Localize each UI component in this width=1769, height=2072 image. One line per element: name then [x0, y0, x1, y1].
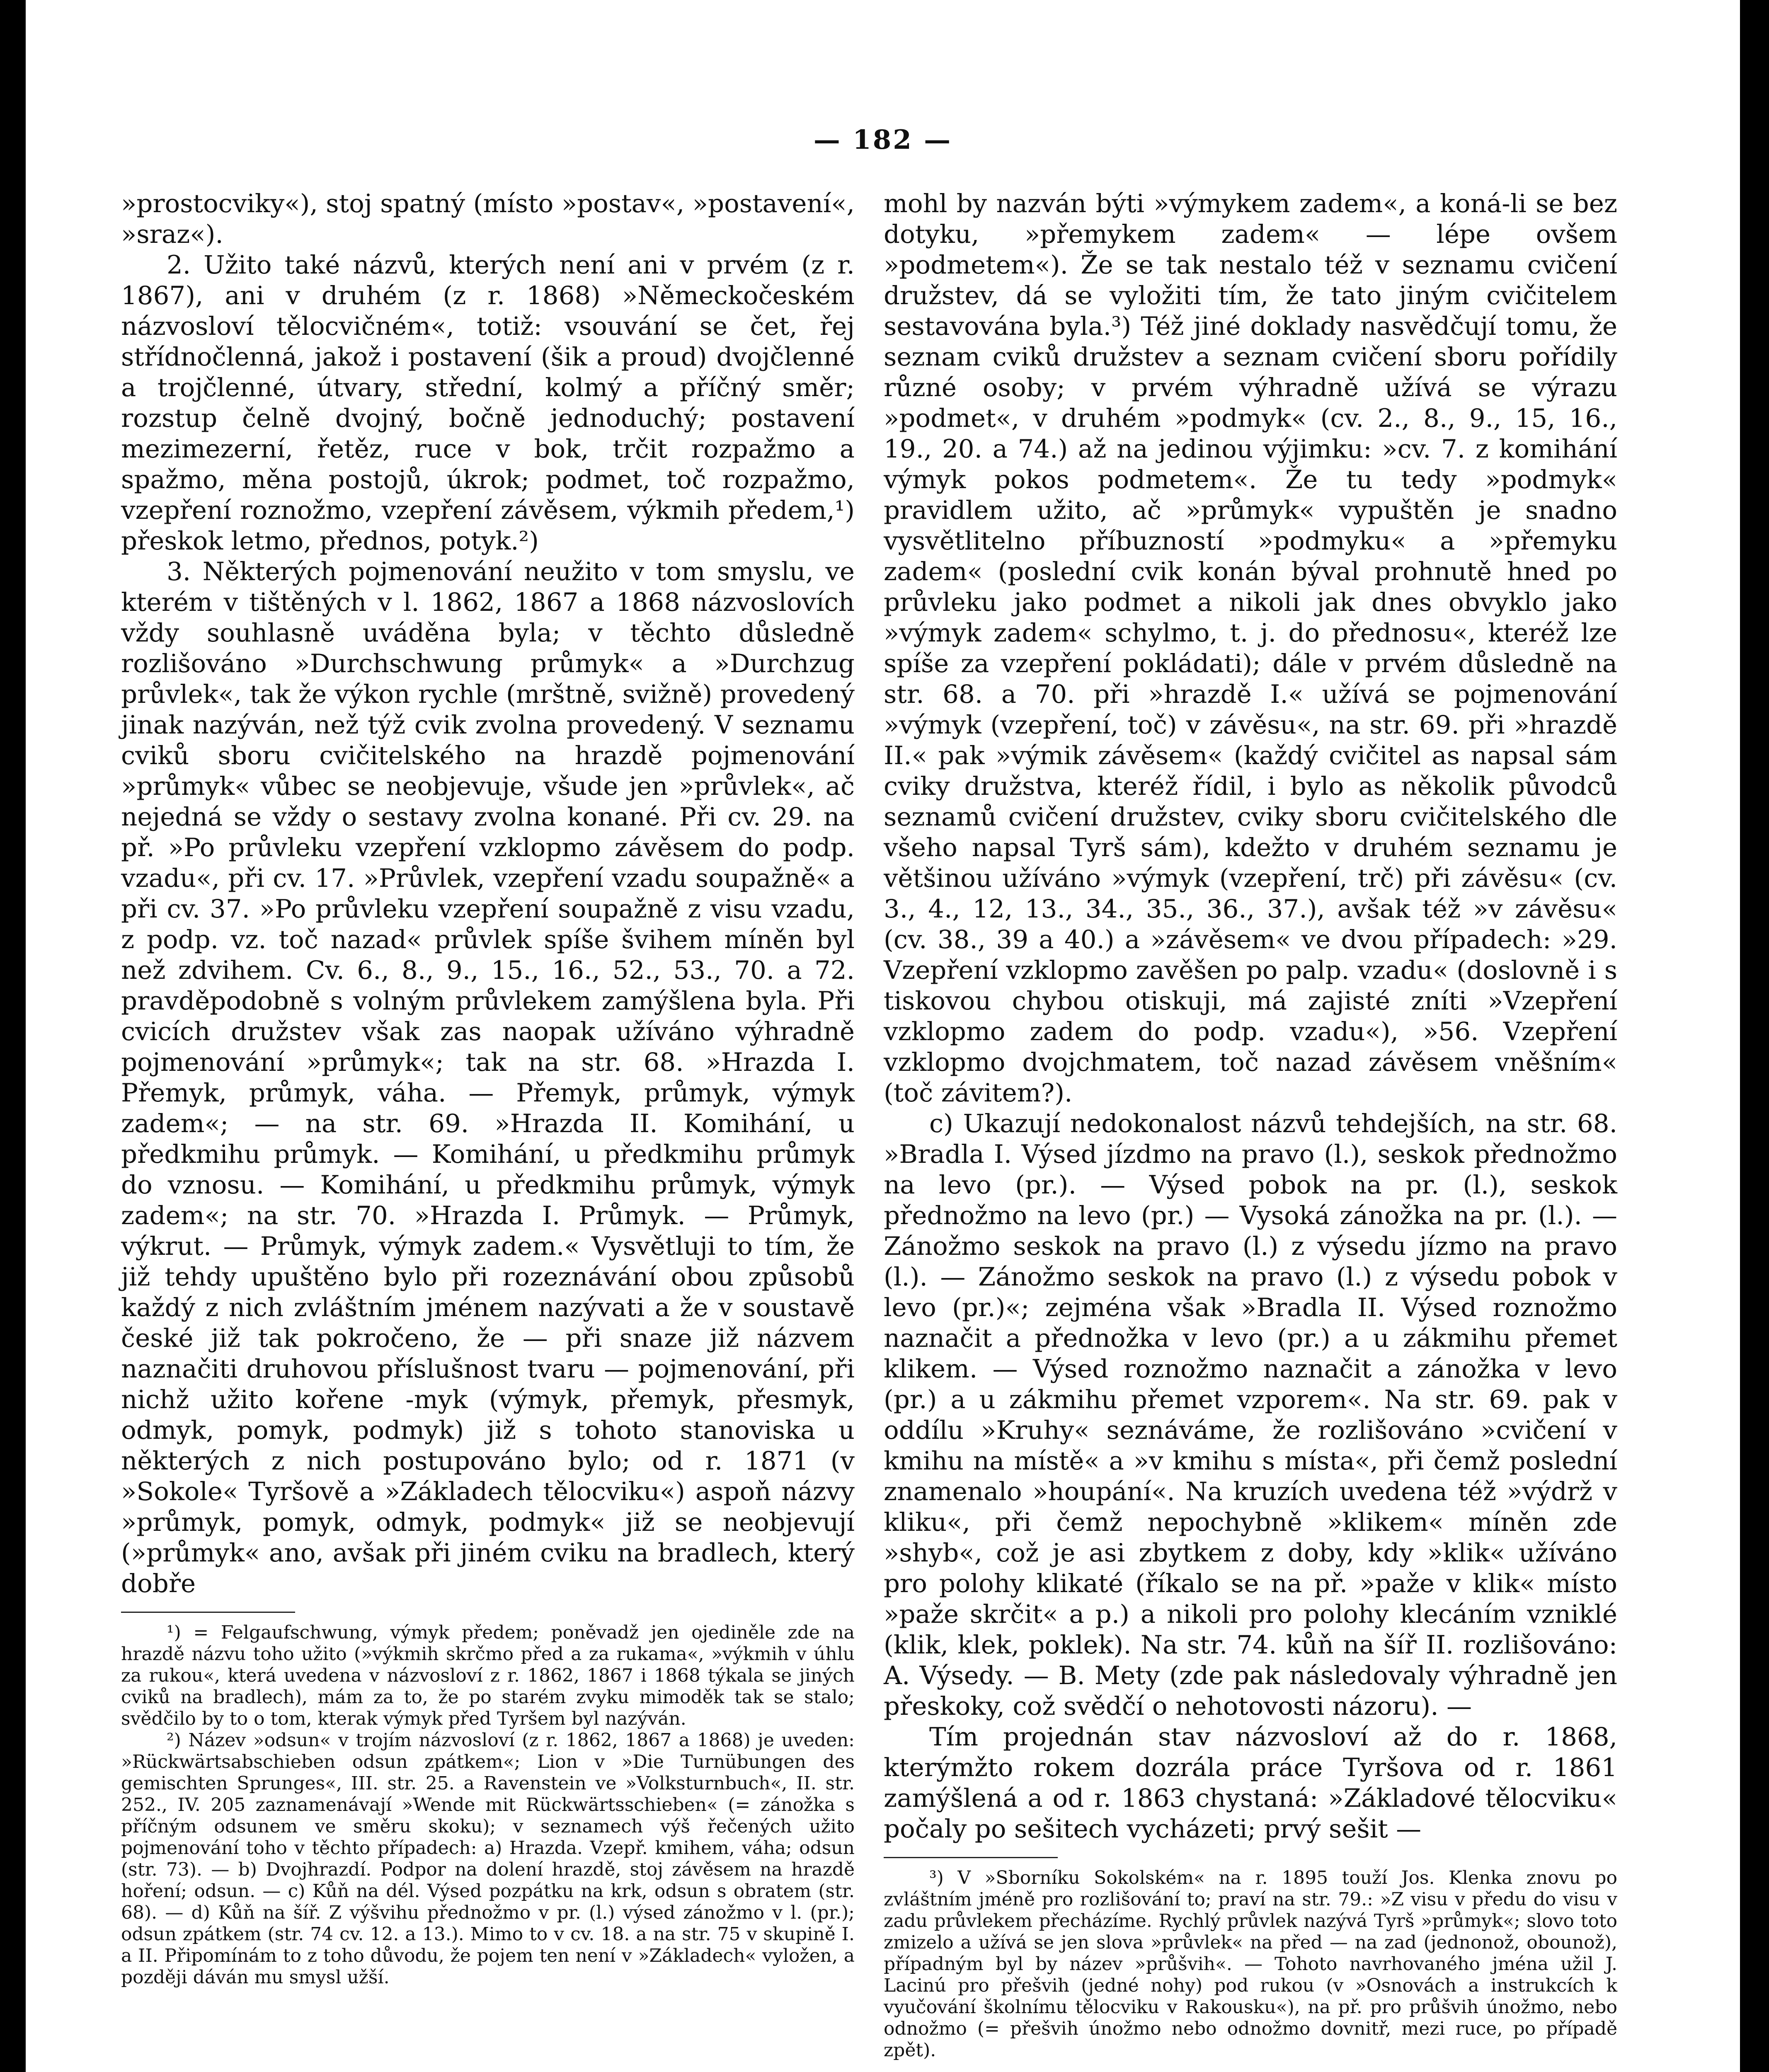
scan-border-right: [1740, 0, 1769, 2072]
paragraph: 2. Užito také názvů, kterých není ani v prvém (z r. 1867), ani v druhém (z r. 1868) »Německočeském názvosloví tělocvičném«, totiž: vsouvání se čet, řej střídnočlenná, jakož i postavení (šik a proud) dvojčlenné a trojčlenné, útvary, střední, kolmý a příčný směr; rozstup čelně dvojný, bočně jednoduchý; postavení mezimezerní, řetěz, ruce v bok, trčit rozpažmo a spažmo, měna postojů, úkrok; podmet, toč rozpažmo, vzepření roznožmo, vzepření závěsem, výkmih předem,¹) přeskok letmo, přednos, potyk.²): [121, 250, 855, 556]
page-number: — 182 —: [813, 124, 952, 155]
footnote-divider: [884, 1857, 1058, 1858]
right-column: [884, 189, 1617, 2061]
footnote-divider: [121, 1612, 295, 1613]
paragraph: c) Ukazují nedokonalost názvů tehdejších, na str. 68. »Bradla I. Výsed jízdmo na pravo (l.), seskok přednožmo na levo (pr.). — Výsed pobok na pr. (l.), seskok přednožmo na levo (pr.) — Vysoká zánožka na pr. (l.). — Zánožmo seskok na pravo (l.) z výsedu jízmo na pravo (l.). — Zánožmo seskok na pravo (l.) z výsedu pobok v levo (pr.)«; zejména však »Bradla II. Výsed roznožmo naznačit a přednožka v levo (pr.) a u zákmihu přemet klikem. — Výsed roznožmo naznačit a zánožka v levo (pr.) a u zákmihu přemet vzporem«. Na str. 69. pak v oddílu »Kruhy« seznáváme, že rozlišováno »cvičení v kmihu na místě« a »v kmihu s místa«, při čemž poslední znamenalo »houpání«. Na kruzích uvedena též »výdrž v kliku«, při čemž nepochybně »klikem« míněn zde »shyb«, což je asi zbytkem z doby, kdy »klik« užíváno pro polohy klikaté (říkalo se na př. »paže v klik« místo »paže skrčit« a p.) a nikoli pro polohy klecáním vzniklé (klik, klek, poklek). Na str. 74. kůň na šíř II. rozlišováno: A. Výsedy. — B. Mety (zde pak následovaly výhradně jen přeskoky, což svědčí o nehotovosti názoru). —: [884, 1109, 1617, 1721]
paragraph: »prostocviky«), stoj spatný (místo »postav«, »postavení«, »sraz«).: [121, 189, 855, 249]
footnote: ¹) = Felgaufschwung, výmyk předem; poněvadž jen ojediněle zde na hrazdě názvu toho užito (»výkmih skrčmo před a za rukama«, »výkmih v úhlu za rukou«, která uvedena v názvosloví z r. 1862, 1867 i 1868 týkala se jiných cviků na bradlech), mám za to, že po starém zvyku mimoděk tak se stalo; svědčilo by to o tom, kterak výmyk před Tyršem byl nazýván.: [121, 1622, 855, 1729]
paragraph: 3. Některých pojmenování neužito v tom smyslu, ve kterém v tištěných v l. 1862, 1867 a 1868 názvoslovích vždy souhlasně uváděna byla; v těchto důsledně rozlišováno »Durchschwung průmyk« a »Durchzug průvlek«, tak že výkon rychle (mrštně, svižně) provedený jinak nazýván, než týž cvik zvolna provedený. V seznamu cviků sboru cvičitelského na hrazdě pojmenování »průmyk« vůbec se neobjevuje, všude jen »průvlek«, ač nejedná se vždy o sestavy zvolna konané. Při cv. 29. na př. »Po průvleku vzepření vzklopmo závěsem do podp. vzadu«, při cv. 17. »Průvlek, vzepření vzadu soupažně« a při cv. 37. »Po průvleku vzepření soupažně z visu vzadu, z podp. vz. toč nazad« průvlek spíše švihem míněn byl než zdvihem. Cv. 6., 8., 9., 15., 16., 52., 53., 70. a 72. pravděpodobně s volným průvlekem zamýšlena byla. Při cvicích družstev však zas naopak užíváno výhradně pojmenování »průmyk«; tak na str. 68. »Hrazda I. Přemyk, průmyk, váha. — Přemyk, průmyk, výmyk zadem«; — na str. 69. »Hrazda II. Komihání, u předkmihu průmyk. — Komihání, u předkmihu průmyk do vznosu. — Komihání, u předkmihu průmyk, výmyk zadem«; na str. 70. »Hrazda I. Průmyk. — Průmyk, výkrut. — Průmyk, výmyk zadem.« Vysvětluji to tím, že již tehdy upuštěno bylo při rozeznávání obou způsobů každý z nich zvláštním jménem nazývati a že v soustavě české již tak pokročeno, že — při snaze již názvem naznačiti druhovou příslušnost tvaru — pojmenování, při nichž užito kořene -myk (výmyk, přemyk, přesmyk, odmyk, pomyk, podmyk) již s tohoto stanoviska u některých z nich postupováno bylo; od r. 1871 (v »Sokole« Tyršově a »Základech tělocviku«) aspoň názvy »průmyk, pomyk, odmyk, podmyk« již se neobjevují (»průmyk« ano, avšak při jiném cviku na bradlech, který dobře: [121, 557, 855, 1598]
footnote: ²) Název »odsun« v trojím názvosloví (z r. 1862, 1867 a 1868) je uveden: »Rückwärtsabschieben odsun zpátkem«; Lion v »Die Turnübungen des gemischten Sprunges«, III. str. 25. a Ravenstein ve »Volksturnbuch«, II. str. 252., IV. 205 zaznamenávají »Wende mit Rückwärtsschieben« (= zánožka s příčným odsunem ve směru skoku); v seznamech výš řečených užito pojmenování toho v těchto případech: a) Hrazda. Vzepř. kmihem, váha; odsun (str. 73). — b) Dvojhrazdí. Podpor na dolení hrazdě, stoj závěsem na hrazdě hoření; odsun. — c) Kůň na dél. Výsed pozpátku na krk, odsun s obratem (str. 68). — d) Kůň na šíř. Z výšvihu přednožmo v pr. (l.) výsed zánožmo v l. (pr.); odsun zpátkem (str. 74 cv. 12. a 13.). Mimo to v cv. 18. a na str. 75 v skupině I. a II. Připomínám to z toho důvodu, že pojem ten není v »Základech« vyložen, a později dáván mu smysl užší.: [121, 1730, 855, 1988]
book-page: [26, 0, 1740, 2072]
paragraph: mohl by nazván býti »výmykem zadem«, a koná-li se bez dotyku, »přemykem zadem« — lépe ovšem »podmetem«). Že se tak nestalo též v seznamu cvičení družstev, dá se vyložiti tím, že tato jiným cvičitelem sestavována byla.³) Též jiné doklady nasvědčují tomu, že seznam cviků družstev a seznam cvičení sboru pořídily různé osoby; v prvém výhradně užívá se výrazu »podmet«, v druhém »podmyk« (cv. 2., 8., 9., 15, 16., 19., 20. a 74.) až na jedinou výjimku: »cv. 7. z komihání výmyk pokos podmetem«. Že tu tedy »podmyk« pravidlem užito, ač »průmyk« vypuštěn je snadno vysvětlitelno příbuzností »podmyku« a »přemyku zadem« (poslední cvik konán býval prohnutě hned po průvleku jako podmet a nikoli jak dnes obvyklo jako »výmyk zadem« schylmo, t. j. do přednosu«, kteréž lze spíše za vzepření pokládati); dále v prvém důsledně na str. 68. a 70. při »hrazdě I.« užívá se pojmenování »výmyk (vzepření, toč) v závěsu«, na str. 69. při »hrazdě II.« pak »výmik závěsem« (každý cvičitel as napsal sám cviky družstva, kteréž řídil, i bylo as několik původců seznamů cvičení družstev, cviky sboru cvičitelského dle všeho napsal Tyrš sám), kdežto v druhém seznamu je většinou užíváno »výmyk (vzepření, trč) při závěsu« (cv. 3., 4., 12, 13., 34., 35., 36., 37.), avšak též »v závěsu« (cv. 38., 39 a 40.) a »závěsem« ve dvou případech: »29. Vzepření vzklopmo zavěšen po palp. vzadu« (doslovně i s tiskovou chybou otiskuji, má zajisté zníti »Vzepření vzklopmo zadem do podp. vzadu«), »56. Vzepření vzklopmo dvojchmatem, toč nazad závěsem vněšním« (toč závitem?).: [884, 189, 1617, 1108]
left-column: [121, 189, 855, 1988]
paragraph: Tím projednán stav názvosloví až do r. 1868, kterýmžto rokem dozrála práce Tyršova od r. 1861 zamýšlená a od r. 1863 chystaná: »Základové tělocviku« počaly po sešitech vycházeti; prvý sešit —: [884, 1722, 1617, 1844]
footnote: ³) V »Sborníku Sokolském« na r. 1895 touží Jos. Klenka znovu po zvláštním jméně pro rozlišování to; praví na str. 79.: »Z visu v předu do visu v zadu průvlekem přecházíme. Rychlý průvlek nazývá Tyrš »průmyk«; slovo toto zmizelo a užívá se jen slova »průvlek« na před — na zad (jednonož, obounož), případným byl by název »průšvih«. — Tohoto navrhovaného jména užil J. Lacinú pro přešvih (jedné nohy) pod rukou (v »Osnovách a instrukcích k vyučování školnímu tělocviku v Rakousku«), na př. pro průšvih únožmo, nebo odnožmo (= přešvih únožmo nebo odnožmo dovnitř, mezi ruce, po případě zpět).: [884, 1867, 1617, 2061]
scan-border-left: [0, 0, 26, 2072]
